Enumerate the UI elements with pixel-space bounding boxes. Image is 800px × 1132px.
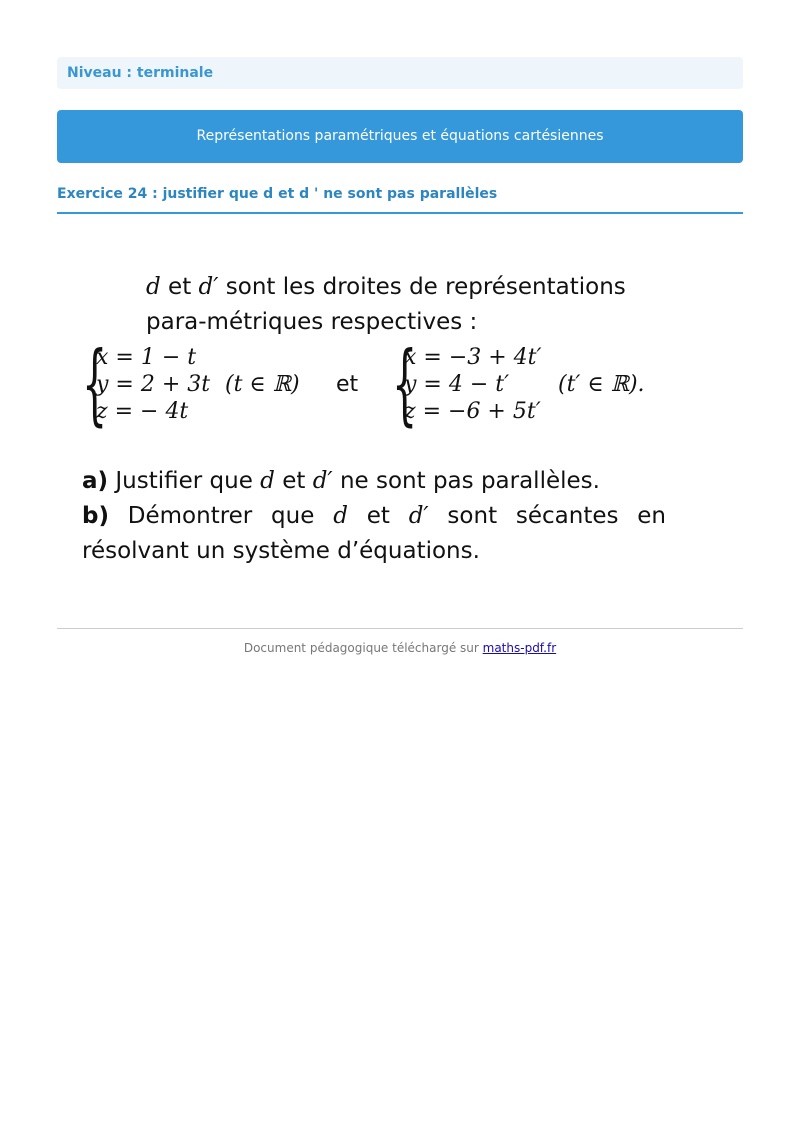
- question-a-text-2: et: [274, 468, 313, 494]
- system-d: [96, 344, 210, 425]
- intro-paragraph: [82, 270, 666, 340]
- equation-z: z = − 4t: [96, 399, 189, 424]
- question-b-label: b): [82, 503, 109, 529]
- question-a-d: d: [260, 468, 275, 494]
- equation-x-prime: x = −3 + 4t′: [404, 345, 542, 370]
- footer-divider: [57, 628, 743, 629]
- parameter-domain-tprime: (t′ ∈ ℝ).: [558, 372, 645, 397]
- question-a-text-3: ne sont pas parallèles.: [332, 468, 600, 494]
- line-d: d: [146, 274, 161, 300]
- footer-text: Document pédagogique téléchargé sur: [243, 641, 483, 655]
- brace-left-2: {: [392, 332, 418, 435]
- chapter-banner: Représentations paramétriques et équations cartésiennes: [57, 110, 743, 163]
- parameter-domain-t: (t ∈ ℝ): [225, 372, 300, 397]
- title-divider: [57, 212, 743, 214]
- question-a-dprime: d′: [312, 468, 333, 494]
- line-dprime: d′: [198, 274, 219, 300]
- footer: [57, 641, 743, 655]
- question-a-label: a): [82, 468, 109, 494]
- exercise-statement: [82, 270, 666, 569]
- parametric-systems: [82, 332, 666, 436]
- equation-y-prime: y = 4 − t′: [404, 372, 510, 397]
- question-b-d: d: [333, 503, 348, 529]
- equation-z-prime: z = −6 + 5t′: [404, 399, 541, 424]
- equation-x: x = 1 − t: [96, 345, 197, 370]
- level-label: Niveau : terminale: [57, 57, 743, 89]
- intro-et: et: [160, 274, 199, 300]
- question-b-text-1: Démontrer que: [108, 503, 334, 529]
- intro-text: sont les droites de représentations para-métriques respectives :: [146, 274, 626, 335]
- question-b-text-2: et: [347, 503, 409, 529]
- brace-left-1: {: [82, 332, 108, 435]
- question-b: [82, 499, 666, 569]
- question-a: [82, 464, 666, 499]
- equation-y: y = 2 + 3t: [96, 372, 211, 397]
- exercise-title: Exercice 24 : justifier que d et d ' ne sont pas parallèles: [57, 186, 498, 202]
- footer-link[interactable]: maths-pdf.fr: [482, 641, 557, 655]
- question-b-text-3: sont sécantes en résolvant un système d’équations.: [82, 503, 666, 564]
- question-b-dprime: d′: [408, 503, 429, 529]
- system-dprime: [404, 344, 542, 425]
- question-a-text-1: Justifier que: [108, 468, 261, 494]
- connector-et: et: [336, 372, 359, 397]
